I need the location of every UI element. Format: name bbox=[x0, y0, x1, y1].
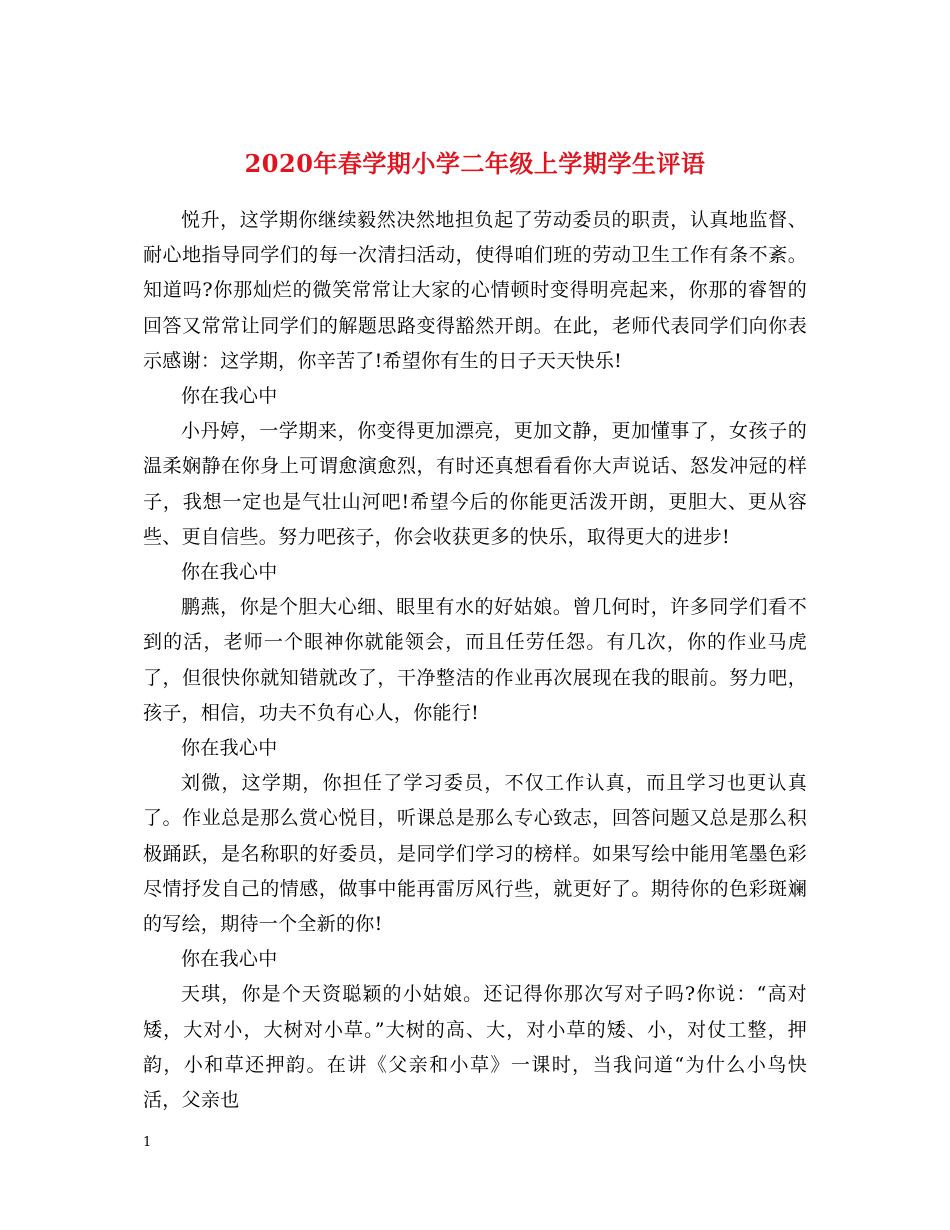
section-heading: 你在我心中 bbox=[181, 385, 278, 408]
section-heading: 你在我心中 bbox=[181, 561, 278, 584]
page-number: 1 bbox=[143, 1135, 152, 1150]
comment-paragraph-3: 鹏燕，你是个胆大心细、眼里有水的好姑娘。曾几何时，许多同学们看不到的活，老师一个眼神你就能领会，而且任劳任怨。有几次，你的作业马虎了，但很快你就知错就改了，干净整洁的作业再次展现在我的眼前。努力吧，孩子，相信，功夫不负有心人，你能行! bbox=[143, 596, 807, 724]
section-heading: 你在我心中 bbox=[181, 948, 278, 971]
document-body bbox=[143, 203, 807, 1118]
comment-paragraph-4: 刘微，这学期，你担任了学习委员，不仅工作认真，而且学习也更认真了。作业总是那么赏心悦目，听课总是那么专心致志，回答问题又总是那么积极踊跃，是名称职的好委员，是同学们学习的榜样。如果写绘中能用笔墨色彩尽情抒发自己的情感，做事中能再雷厉风行些，就更好了。期待你的色彩斑斓的写绘，期待一个全新的你! bbox=[143, 772, 807, 936]
comment-paragraph-1: 悦升，这学期你继续毅然决然地担负起了劳动委员的职责，认真地监督、耐心地指导同学们的每一次清扫活动，使得咱们班的劳动卫生工作有条不紊。知道吗?你那灿烂的微笑常常让大家的心情顿时变得明亮起来，你那的睿智的回答又常常让同学们的解题思路变得豁然开朗。在此，老师代表同学们向你表示感谢：这学期，你辛苦了!希望你有生的日子天天快乐! bbox=[143, 209, 807, 372]
document-title: 2020年春学期小学二年级上学期学生评语 bbox=[244, 149, 706, 179]
comment-paragraph-2: 小丹婷，一学期来，你变得更加漂亮，更加文静，更加懂事了，女孩子的温柔娴静在你身上可谓愈演愈烈，有时还真想看看你大声说话、怒发冲冠的样子，我想一定也是气壮山河吧!希望今后的你能更活泼开朗，更胆大、更从容些、更自信些。努力吧孩子，你会收获更多的快乐，取得更大的进步! bbox=[143, 420, 807, 548]
section-heading: 你在我心中 bbox=[181, 737, 278, 760]
comment-paragraph-5: 天琪，你是个天资聪颖的小姑娘。还记得你那次写对子吗?你说：“高对矮，大对小，大树对小草。”大树的高、大，对小草的矮、小，对仗工整，押韵，小和草还押韵。在讲《父亲和小草》一课时，当我问道“为什么小鸟快活，父亲也 bbox=[143, 983, 807, 1112]
